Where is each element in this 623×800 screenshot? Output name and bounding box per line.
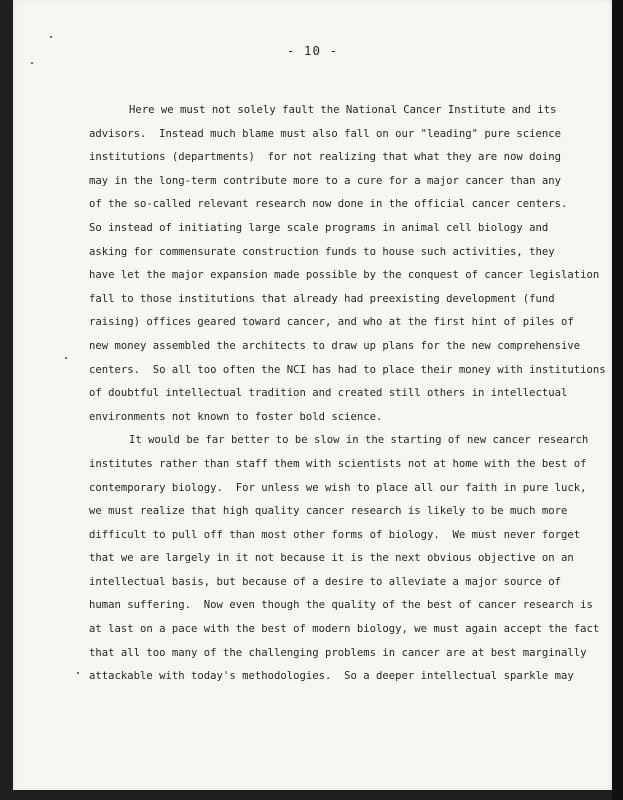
text-line: asking for commensurate construction funds to house such activities, they <box>89 245 555 258</box>
document-page <box>13 0 612 790</box>
text-line: fall to those institutions that already had preexisting development (fund <box>89 292 555 305</box>
text-line: difficult to pull off than most other forms of biology. We must never forget <box>89 528 581 541</box>
paper-speck <box>77 672 79 674</box>
text-line: contemporary biology. For unless we wish to place all our faith in pure luck, <box>89 481 587 494</box>
body-text <box>89 99 606 689</box>
text-line: that all too many of the challenging problems in cancer are at best marginally <box>89 646 587 659</box>
text-line: of the so-called relevant research now done in the official cancer centers. <box>89 198 568 211</box>
text-line: institutes rather than staff them with scientists not at home with the best of <box>89 457 587 470</box>
text-line: So instead of initiating large scale programs in animal cell biology and <box>89 221 549 234</box>
text-line: that we are largely in it not because it is the next obvious objective on an <box>89 552 574 565</box>
text-line: of doubtful intellectual tradition and created still others in intellectual <box>89 387 568 400</box>
page-number: - 10 - <box>286 43 339 58</box>
text-line: have let the major expansion made possible by the conquest of cancer legislation <box>89 269 600 282</box>
text-line: Here we must not solely fault the National Cancer Institute and its <box>129 104 557 116</box>
text-line: centers. So all too often the NCI has had to place their money with institutions <box>89 363 606 376</box>
text-line: institutions (departments) for not realizing that what they are now doing <box>89 151 561 164</box>
paper-speck <box>50 36 52 38</box>
scan-edge <box>612 0 623 800</box>
text-line: intellectual basis, but because of a desire to alleviate a major source of <box>89 575 561 588</box>
text-line: advisors. Instead much blame must also fall on our "leading" pure science <box>89 127 561 140</box>
text-line: human suffering. Now even though the quality of the best of cancer research is <box>89 599 593 612</box>
text-line: raising) offices geared toward cancer, and who at the first hint of piles of <box>89 316 574 329</box>
text-line: environments not known to foster bold science. <box>89 410 383 423</box>
text-line: we must realize that high quality cancer research is likely to be much more <box>89 505 568 518</box>
paper-speck <box>65 357 67 359</box>
text-line: It would be far better to be slow in the starting of new cancer research <box>129 434 589 447</box>
text-line: may in the long-term contribute more to a cure for a major cancer than any <box>89 174 561 187</box>
paper-speck <box>31 62 33 64</box>
text-line: new money assembled the architects to draw up plans for the new comprehensive <box>89 339 581 352</box>
text-line: attackable with today's methodologies. So a deeper intellectual sparkle may <box>89 670 574 683</box>
text-line: at last on a pace with the best of modern biology, we must again accept the fact <box>89 623 600 636</box>
